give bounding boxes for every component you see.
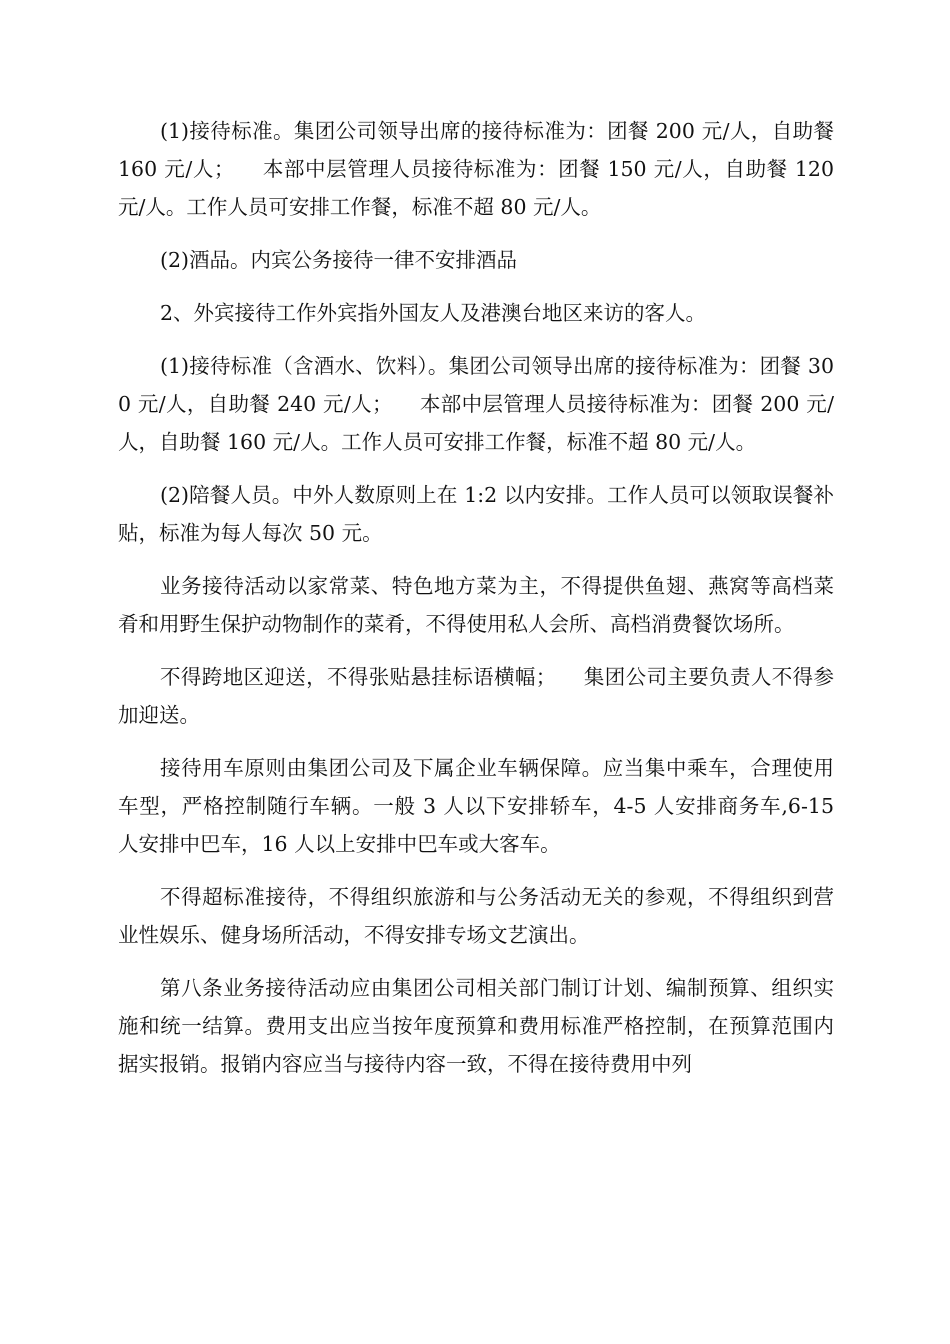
document-body [118,112,841,1098]
paragraph-no-overstandard: 不得超标准接待，不得组织旅游和与公务活动无关的参观，不得组织到营业性娱乐、健身场所活动，不得安排专场文艺演出。 [118,885,834,947]
paragraph-foreign-reception-heading: 2、外宾接待工作外宾指外国友人及港澳台地区来访的客人。 [160,301,707,325]
paragraph-foreign-reception-standard: (1)接待标准（含酒水、饮料）。集团公司领导出席的接待标准为：团餐 300 元/人，自助餐 240 元/人； 本部中层管理人员接待标准为：团餐 200 元/人，自助餐 160 元/人。工作人员可安排工作餐，标准不超 80 元/人。 [118,354,834,454]
paragraph-domestic-reception-standard: (1)接待标准。集团公司领导出席的接待标准为：团餐 200 元/人，自助餐 160 元/人； 本部中层管理人员接待标准为：团餐 150 元/人，自助餐 120 元/人。工作人员可安排工作餐，标准不超 80 元/人。 [118,119,841,219]
paragraph-welcome-farewell: 不得跨地区迎送，不得张贴悬挂标语横幅； 集团公司主要负责人不得参加迎送。 [118,665,834,727]
paragraph-vehicles: 接待用车原则由集团公司及下属企业车辆保障。应当集中乘车，合理使用车型，严格控制随行车辆。一般 3 人以下安排轿车，4-5 人安排商务车,6-15 人安排中巴车，16 人以上安排中巴车或大客车。 [118,756,841,856]
paragraph-article-eight: 第八条业务接待活动应由集团公司相关部门制订计划、编制预算、组织实施和统一结算。费用支出应当按年度预算和费用标准严格控制，在预算范围内据实报销。报销内容应当与接待内容一致，不得在接待费用中列 [118,976,834,1076]
paragraph-accompanying-staff: (2)陪餐人员。中外人数原则上在 1:2 以内安排。工作人员可以领取误餐补贴，标准为每人每次 50 元。 [118,483,834,545]
paragraph-domestic-alcohol: (2)酒品。内宾公务接待一律不安排酒品 [160,248,518,272]
paragraph-dishes-venue: 业务接待活动以家常菜、特色地方菜为主，不得提供鱼翅、燕窝等高档菜肴和用野生保护动物制作的菜肴，不得使用私人会所、高档消费餐饮场所。 [118,574,834,636]
